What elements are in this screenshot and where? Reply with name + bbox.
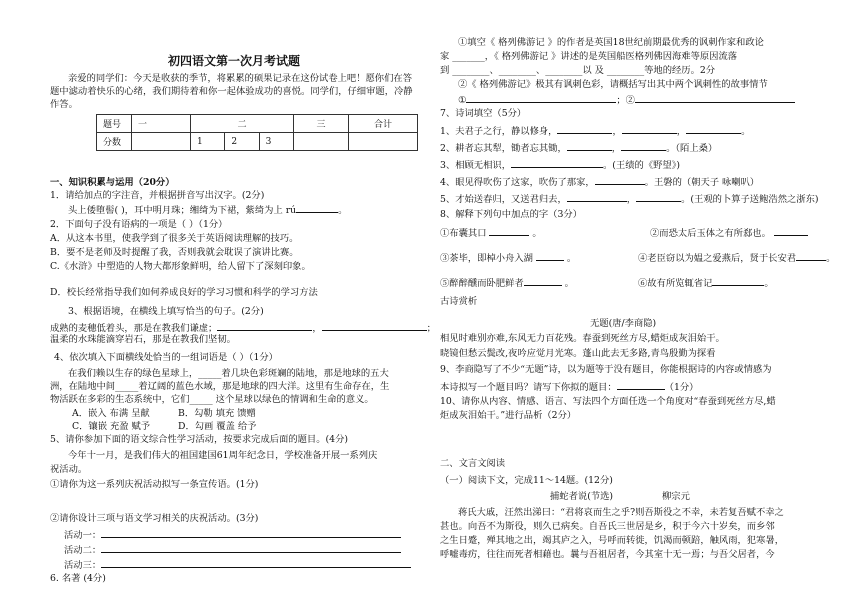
- question-line: 4、依次填入下面横线处恰当的一组词语是（ ）（1分）: [54, 352, 278, 363]
- score-cell: 2: [225, 133, 259, 151]
- passage-line: 呼嘘毒疠，往往而死者相藉也。曩与吾祖居者，今其室十无一焉；与吾父居者，今: [440, 549, 775, 560]
- question-line: 8、解释下列句中加点的字（3分）: [440, 209, 582, 220]
- option-line: D．勾画 覆盖 给予: [178, 421, 257, 432]
- score-input[interactable]: [349, 133, 418, 151]
- question-line: ②《 格列佛游记》极其有讽刺色彩，请概括写出其中两个讽刺性的故事情节: [458, 79, 768, 90]
- score-cell: 题号: [97, 115, 132, 133]
- answer-blank[interactable]: [567, 192, 627, 202]
- answer-blank[interactable]: [621, 141, 666, 151]
- option-line: A．嵌入 布满 呈献: [72, 408, 150, 419]
- question-line: ①请你为这一系列庆祝活动拟写一条宣传语。(1分): [50, 479, 259, 490]
- passage-line: 洲，在陆地中间_____着辽阔的蓝色水域，那是地球的四大洋。这里有生命存在，生: [50, 381, 390, 392]
- score-cell: 分数: [97, 133, 132, 151]
- passage-author: 柳宗元: [662, 491, 690, 502]
- intro-line-3: 作答。: [50, 99, 78, 110]
- question-line: 到 ________、________、________以 及 ________等地的经历。2分: [440, 65, 716, 76]
- question-line: 成熟的麦穗低着头，那是在教我们谦虚； ， ；: [50, 323, 436, 334]
- poem-text: 晓镜但愁云鬓改,夜吟应觉月光寒。蓬山此去无多路,青鸟殷勤为探看: [440, 348, 716, 359]
- word-item: ③茶毕，即棹小舟入湖 。: [440, 253, 577, 264]
- question-line: 家 _______，《 格列佛游记 》讲述的是英国船医格列佛因海难等原因流落: [440, 51, 738, 62]
- section-heading: 古诗赏析: [440, 296, 478, 307]
- poem-title: 无题(唐/李商隐): [590, 318, 657, 329]
- passage-line: 之生日蹙，殚其地之出，竭其庐之入，号呼而转徙，饥渴而顿踣，触风雨，犯寒暑，: [440, 535, 784, 546]
- passage-line: 在我们赖以生存的绿色星球上，_____着几块色彩斑斓的陆地，那是地球的五大: [68, 368, 389, 379]
- answer-blank[interactable]: [686, 124, 741, 134]
- question-line: 10、请你从内容、情感、语言、写法四个方面任选一个角度对“春蚕到死丝方尽,蜡: [440, 396, 776, 407]
- word-item: ②而恐太后玉体之有所郄也。: [650, 226, 808, 240]
- question-line: 祝活动。: [50, 464, 88, 475]
- score-cell: 三: [294, 115, 349, 133]
- passage-line: 蒋氏大戚，汪然出涕曰：“君将哀而生之乎?则吾斯役之不幸，未若复吾赋不幸之: [458, 507, 784, 518]
- answer-blank[interactable]: [524, 276, 562, 286]
- answer-blank[interactable]: [466, 93, 616, 103]
- score-cell: 1: [191, 133, 225, 151]
- question-line: ②请你设计三项与语文学习相关的庆祝活动。(3分): [50, 513, 259, 524]
- answer-blank[interactable]: [635, 93, 795, 103]
- answer-blank[interactable]: [617, 380, 665, 390]
- answer-blank[interactable]: [567, 141, 612, 151]
- poem-line: 3、相顾无相识， 。(王绩的《野望》): [440, 160, 680, 171]
- poem-line: 2、耕者忘其犁，锄者忘其锄， ， 。（陌上桑）: [440, 143, 718, 154]
- score-cell: 一: [132, 115, 191, 133]
- poem-text: 相见时难别亦难,东风无力百花残。春蚕到死丝方尽,蜡炬成灰泪始干。: [440, 333, 725, 344]
- poem-line: 4、眼见得吹伤了这家，吹伤了那家， 。王磐的（朝天子 咏喇叭）: [440, 177, 760, 188]
- score-input[interactable]: [294, 133, 349, 151]
- section-heading: 一、知识积累与运用（20分）: [50, 177, 175, 188]
- question-line: 7、诗词填空（5分）: [440, 108, 527, 119]
- passage-line: 甚也。向吾不为斯役，则久已病矣。自吾氏三世居是乡，积于今六十岁矣，而乡邻: [440, 521, 775, 532]
- answer-blank[interactable]: [101, 558, 411, 568]
- activity-line: 活动二：: [64, 543, 401, 557]
- option-line: C．镶嵌 充盈 赋予: [72, 421, 151, 432]
- question-line: ①填空《 格列佛游记 》的作者是英国18世纪前期最优秀的讽刺作家和政论: [458, 37, 764, 48]
- answer-blank[interactable]: [774, 226, 808, 236]
- answer-blank[interactable]: [322, 321, 427, 331]
- answer-blank[interactable]: [557, 124, 612, 134]
- word-item: ①布囊其口 。: [440, 228, 542, 239]
- answer-blank[interactable]: [296, 203, 338, 213]
- question-line: 2．下面句子没有语病的一项是（ ）（1分）: [50, 219, 228, 230]
- word-item: ⑥故有所览辄省记 。: [638, 278, 774, 289]
- answer-blank[interactable]: [101, 543, 401, 553]
- poem-line: 1、夫君子之行，静以修身， ， ， 。: [440, 126, 751, 137]
- answer-blank[interactable]: [622, 124, 677, 134]
- activity-line: 活动一：: [64, 528, 401, 542]
- answer-blank[interactable]: [796, 251, 826, 261]
- score-cell: 合计: [349, 115, 418, 133]
- answer-blank[interactable]: [595, 175, 645, 185]
- question-line: 3、根据语境，在横线上填写恰当的句子。(2分): [68, 306, 264, 317]
- word-item: ④老臣窃以为媪之爱燕后，贤于长安君 。: [638, 253, 836, 264]
- question-line: 9、李商隐写了不少“无题”诗，以为题等于没有题目，你能根据诗的内容或情感为: [440, 364, 772, 375]
- question-line: （一）阅读下文，完成11～14题。(12分): [440, 475, 613, 486]
- question-line: 5、请你参加下面的语文综合性学习活动，按要求完成后面的题目。(4分): [50, 434, 348, 445]
- answer-blank[interactable]: [511, 158, 603, 168]
- answer-blank[interactable]: [489, 226, 529, 236]
- answer-blank[interactable]: [536, 251, 564, 261]
- passage-title: 捕蛇者说(节选): [550, 491, 614, 502]
- question-line: 头上倭堕髻( )，耳中明月珠；缃绮为下裙，紫绮为上 rú 。: [68, 205, 348, 216]
- option-line: A．从这本书里，使我学到了很多关于英语阅读理解的技巧。: [50, 233, 299, 244]
- option-line: D．校长经常指导我们如何养成良好的学习习惯和科学的学习方法: [50, 287, 318, 298]
- question-line: 今年十一月，是我们伟大的祖国建国61周年纪念日，学校准备开展一系列庆: [68, 450, 378, 461]
- score-table: [96, 114, 418, 151]
- answer-blank[interactable]: [712, 276, 764, 286]
- intro-line-1: 亲爱的同学们：今天是收获的季节，将累累的硕果记录在这份试卷上吧！愿你们在答: [68, 73, 412, 84]
- question-line: 1．请给加点的字注音，并根据拼音写出汉字。(2分): [50, 190, 265, 201]
- activity-line: 活动三：: [64, 558, 411, 572]
- exam-title: 初四语文第一次月考试题: [168, 54, 301, 68]
- question-line: 本诗拟写一个题目吗？请写下你拟的题目： （1分）: [440, 382, 699, 393]
- option-line: C.《水浒》中塑造的人物大都形象鲜明，给人留下了深刻印象。: [50, 261, 311, 272]
- answer-blank[interactable]: [101, 528, 401, 538]
- section-heading: 二、文言文阅读: [440, 458, 506, 469]
- score-input[interactable]: [132, 133, 191, 151]
- score-cell: 3: [259, 133, 293, 151]
- question-line: 6. 名著 (4分): [50, 573, 106, 584]
- question-line: 炬成灰泪始干。”进行品析（2分）: [440, 410, 577, 421]
- question-line: 温柔的水珠能滴穿岩石，那是在教我们坚韧。: [50, 334, 236, 345]
- option-line: B．勾勒 填充 馈赠: [178, 408, 256, 419]
- option-line: B．要不是老师及时提醒了我，否则我就会耽误了演讲比赛。: [50, 247, 299, 258]
- answer-blank[interactable]: [217, 321, 312, 331]
- answer-line: ① ；②: [458, 93, 795, 107]
- passage-line: 物活跃在多彩的生态系统中，它们_____ 这个星球以绿色的情调和生命的意义。: [50, 394, 374, 405]
- answer-blank[interactable]: [636, 192, 681, 202]
- score-cell: 二: [191, 115, 294, 133]
- intro-line-2: 题中滤动着快乐的心绪，我们期待着和你一起体验成功的喜悦。同学们，仔细审题，冷静: [50, 86, 413, 97]
- poem-line: 5、才始送春归，又送君归去， ， 。(王观的卜算子送鲍浩然之浙东): [440, 194, 819, 205]
- word-item: ⑤醉醉醺而卧肥鲜者 。: [440, 278, 574, 289]
